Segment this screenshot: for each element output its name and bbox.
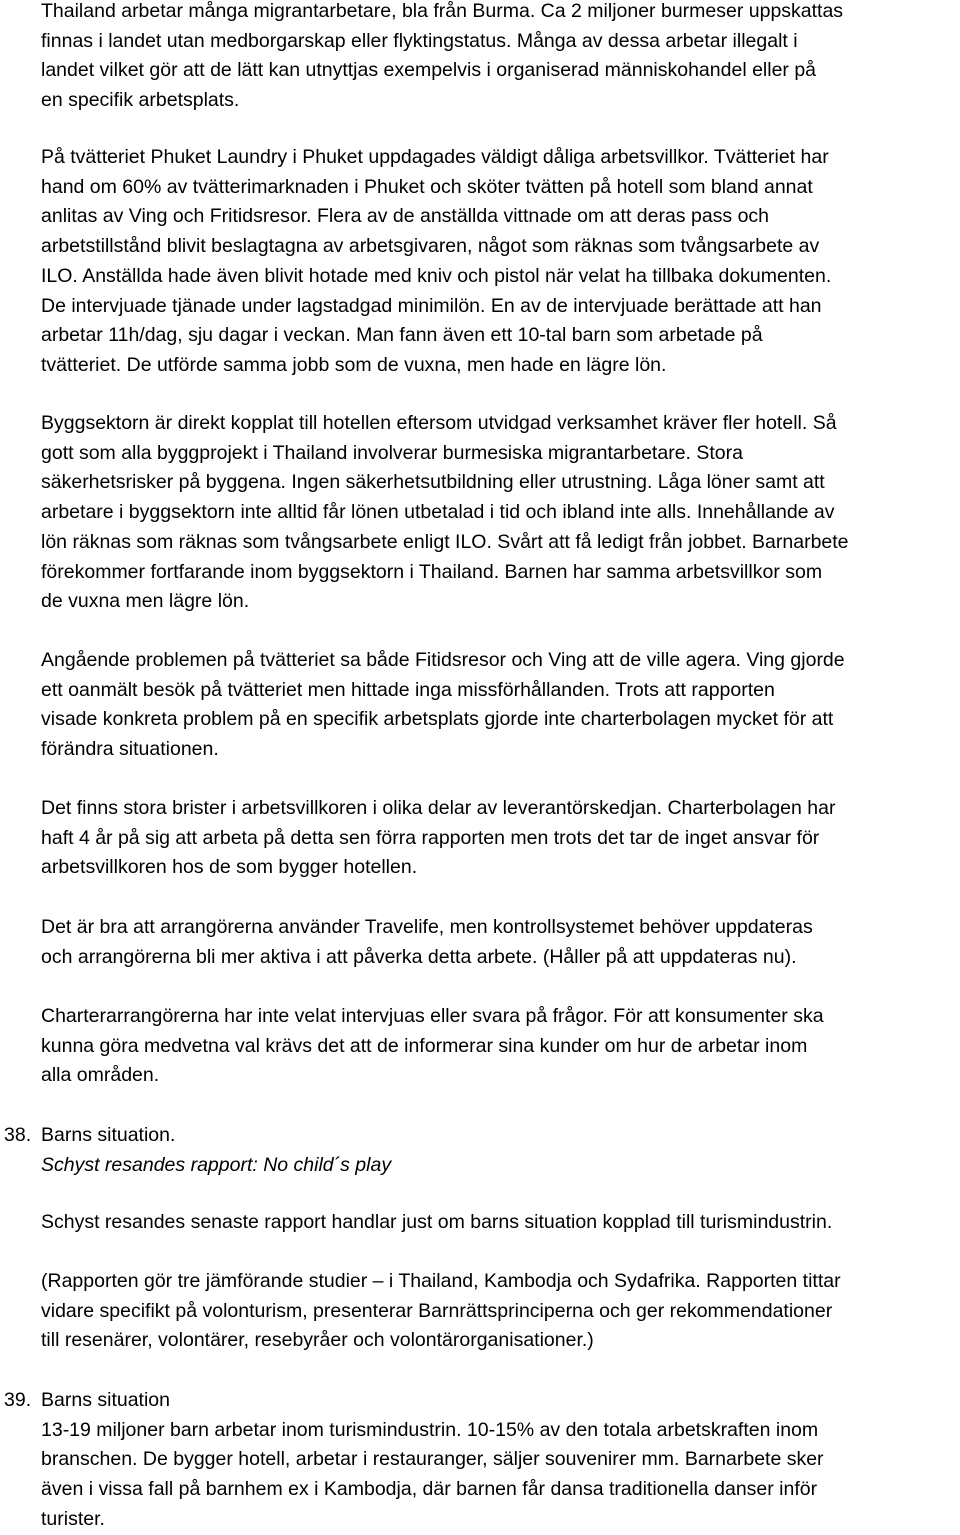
- text-line: Det är bra att arrangörerna använder Travelife, men kontrollsystemet behöver uppdateras: [41, 916, 813, 938]
- item-subtitle: Schyst resandes rapport: No child´s play: [41, 1153, 392, 1176]
- text-line: landet vilket gör att de lätt kan utnyttjas exempelvis i organiserad människohandel eller på: [41, 59, 817, 82]
- text-line: turister.: [41, 1507, 105, 1530]
- text-line: hand om 60% av tvätterimarknaden i Phuket och sköter tvätten på hotell som bland annat: [41, 175, 813, 198]
- text-line: de vuxna men lägre lön.: [41, 590, 250, 613]
- text-line: ILO. Anställda hade även blivit hotade med kniv och pistol när velat ha tillbaka dokumenten.: [41, 264, 832, 287]
- text-line: arbetsvillkoren hos de som bygger hotellen.: [41, 856, 418, 879]
- list-item-39: [41, 1386, 960, 1535]
- text-line: även i vissa fall på barnhem ex i Kambodja, där barnen får dansa traditionella danser inför: [41, 1478, 818, 1501]
- text-line: 13-19 miljoner barn arbetar inom turismindustrin. 10-15% av den totala arbetskraften inom: [41, 1418, 819, 1441]
- text-line: lön räknas som räknas som tvångsarbete enligt ILO. Svårt att få ledigt från jobbet. Barnarbete: [41, 530, 849, 553]
- text-line: ett oanmält besök på tvätteriet men hittade inga missförhållanden. Trots att rapporten: [41, 678, 775, 701]
- paragraph-supply-chain: [41, 794, 960, 883]
- text-line: På tvätteriet Phuket Laundry i Phuket uppdagades väldigt dåliga arbetsvillkor. Tvätteriet har: [41, 146, 829, 168]
- paragraph-construction-sector: [41, 409, 960, 617]
- text-line: alla områden.: [41, 1064, 160, 1087]
- list-item-38: [41, 1121, 960, 1180]
- list-number-38: 38.: [4, 1124, 32, 1146]
- text-line: en specifik arbetsplats.: [41, 89, 240, 112]
- list-number-39: 39.: [4, 1389, 32, 1411]
- text-line: Charterarrangörerna har inte velat intervjuas eller svara på frågor. För att konsumenter ska: [41, 1005, 824, 1027]
- text-line: vidare specifikt på volonturism, presenterar Barnrättsprinciperna och ger rekommendationer: [41, 1299, 833, 1322]
- text-line: De intervjuade tjänade under lagstadgad minimilön. En av de intervjuade berättade att han: [41, 294, 822, 317]
- text-line: visade konkreta problem på en specifik arbetsplats gjorde inte charterbolagen mycket för att: [41, 708, 834, 731]
- text-line: Angående problemen på tvätteriet sa både Fitidsresor och Ving att de ville agera. Ving gjorde: [41, 649, 845, 671]
- text-line: tvätteriet. De utförde samma jobb som de vuxna, men hade en lägre lön.: [41, 353, 667, 376]
- paragraph-report-summary: [41, 1208, 960, 1238]
- text-line: förekommer fortfarande inom byggsektorn i Thailand. Barnen har samma arbetsvillkor som: [41, 560, 823, 583]
- text-line: gott som alla byggprojekt i Thailand involverar burmesiska migrantarbetare. Stora: [41, 441, 743, 464]
- text-line: arbetar 11h/dag, sju dagar i veckan. Man fann även ett 10-tal barn som arbetade på: [41, 324, 763, 347]
- item-title: Barns situation: [41, 1389, 170, 1411]
- text-line: till resenärer, volontärer, resebyråer och volontärorganisationer.): [41, 1329, 594, 1352]
- paragraph-phuket-laundry: [41, 143, 960, 381]
- text-line: branschen. De bygger hotell, arbetar i restauranger, säljer souvenirer mm. Barnarbete sker: [41, 1448, 824, 1471]
- text-line: arbetstillstånd blivit beslagtagna av arbetsgivaren, något som räknas som tvångsarbete av: [41, 235, 820, 258]
- text-line: Det finns stora brister i arbetsvillkoren i olika delar av leverantörskedjan. Charterbolagen har: [41, 797, 836, 819]
- text-line: arbetare i byggsektorn inte alltid får lönen utbetalad i tid och ibland inte alls. Innehållande av: [41, 501, 835, 524]
- text-line: förändra situationen.: [41, 738, 219, 761]
- text-line: anlitas av Ving och Fritidsresor. Flera av de anställda vittnade om att deras pass och: [41, 205, 770, 228]
- text-line: säkerhetsrisker på byggena. Ingen säkerhetsutbildning eller utrustning. Låga löner samt att: [41, 471, 825, 494]
- text-line: haft 4 år på sig att arbeta på detta sen förra rapporten men trots det tar de inget ansvar för: [41, 826, 820, 849]
- item-title: Barns situation.: [41, 1124, 176, 1146]
- text-line: finnas i landet utan medborgarskap eller flyktingstatus. Många av dessa arbetar illegalt i: [41, 29, 798, 52]
- paragraph-travelife: [41, 913, 960, 972]
- paragraph-charter-operators: [41, 1002, 960, 1091]
- text-line: (Rapporten gör tre jämförande studier – i Thailand, Kambodja och Sydafrika. Rapporten tittar: [41, 1270, 841, 1292]
- text-line: kunna göra medvetna val krävs det att de informerar sina kunder om hur de arbetar inom: [41, 1034, 808, 1057]
- paragraph-tour-operators-response: [41, 646, 960, 765]
- text-line: Schyst resandes senaste rapport handlar just om barns situation kopplad till turismindustrin.: [41, 1211, 833, 1233]
- text-line: och arrangörerna bli mer aktiva i att påverka detta arbete. (Håller på att uppdateras nu).: [41, 945, 797, 968]
- text-line: Byggsektorn är direkt kopplat till hotellen eftersom utvidgad verksamhet kräver fler hotell. Så: [41, 412, 837, 434]
- text-line: Thailand arbetar många migrantarbetare, bla från Burma. Ca 2 miljoner burmeser uppskattas: [41, 0, 844, 22]
- paragraph-migrant-workers: [41, 0, 960, 116]
- paragraph-report-details: [41, 1267, 960, 1356]
